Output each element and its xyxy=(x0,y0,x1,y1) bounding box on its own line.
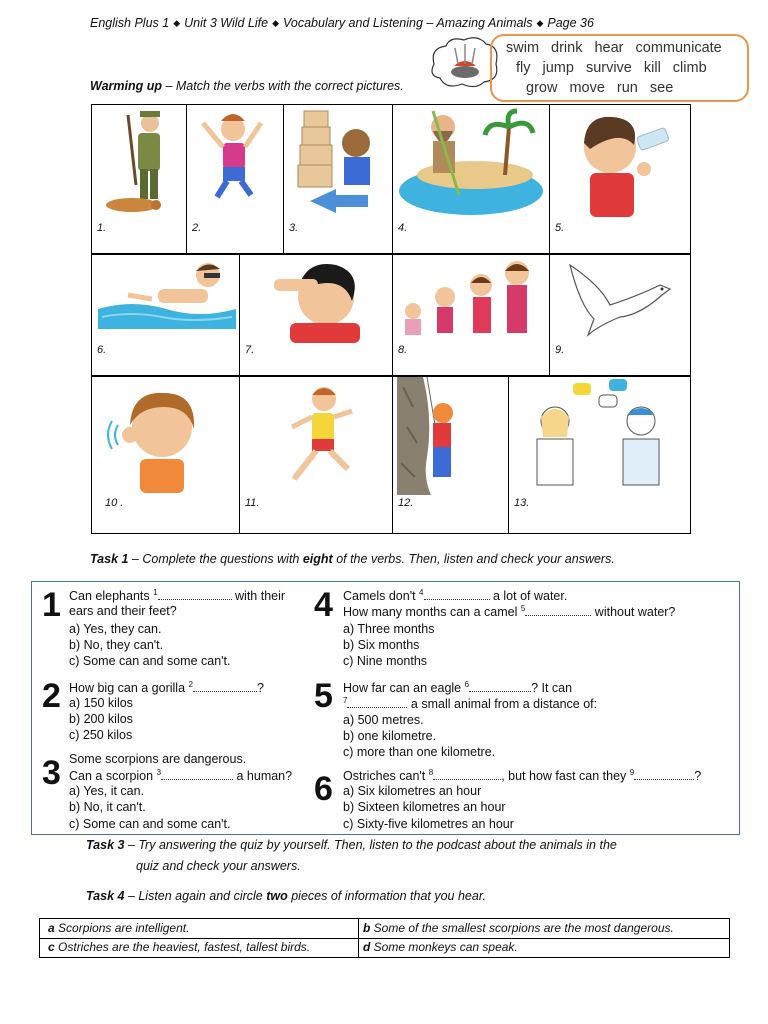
question-text: a lot of water. xyxy=(489,589,568,604)
picture-cell-5 xyxy=(549,104,691,254)
question-text: without water? xyxy=(591,605,676,620)
question-7-text xyxy=(343,696,597,711)
picture-cell-13 xyxy=(508,376,691,534)
answer-blank[interactable] xyxy=(469,691,531,692)
task-text: – Complete the questions with xyxy=(128,552,303,566)
picture-cell-3 xyxy=(283,104,393,254)
word: move xyxy=(569,80,605,96)
options-table xyxy=(39,918,730,958)
task-3-instruction-cont: quiz and check your answers. xyxy=(136,859,301,873)
word: hear xyxy=(594,40,624,56)
task-bold: eight xyxy=(302,552,333,566)
word: jump xyxy=(542,60,574,76)
option-a-cell[interactable] xyxy=(48,921,189,935)
question-number: 6 xyxy=(314,770,333,808)
option-a[interactable]: a) 150 kilos xyxy=(69,696,133,710)
picture-cell-1 xyxy=(91,104,187,254)
question-text: ? xyxy=(256,681,264,696)
gap-number: 1 xyxy=(153,588,158,597)
option-a[interactable]: a) Yes, they can. xyxy=(69,622,162,636)
picture-cell-7 xyxy=(239,254,393,376)
answer-blank[interactable] xyxy=(525,615,591,616)
picture-cell-4 xyxy=(392,104,550,254)
picture-cell-8 xyxy=(392,254,550,376)
picture-number: 13. xyxy=(514,497,530,509)
moving-boxes-picture xyxy=(284,105,392,221)
question-number: 4 xyxy=(314,586,333,624)
option-a[interactable]: a) Yes, it can. xyxy=(69,784,145,798)
question-text: with their xyxy=(231,589,286,604)
flying-bird-picture xyxy=(550,255,690,343)
picture-cell-12 xyxy=(392,376,509,534)
task-bold: two xyxy=(266,889,288,903)
picture-cell-9 xyxy=(549,254,691,376)
question-3-text xyxy=(69,768,292,783)
climbing-picture xyxy=(393,377,508,495)
gap-number: 2 xyxy=(188,680,193,689)
picture-cell-2 xyxy=(186,104,284,254)
answer-blank[interactable] xyxy=(158,599,232,600)
task-text: – Try answering the quiz by yourself. Then, listen to the podcast about the animals in the xyxy=(124,838,617,852)
question-text: Can elephants xyxy=(69,589,154,604)
gap-number: 9 xyxy=(629,768,635,777)
children-growing-picture xyxy=(393,255,549,343)
task-text: pieces of information that you hear. xyxy=(287,889,487,903)
picture-number: 9. xyxy=(555,344,565,356)
question-2-text xyxy=(69,680,264,695)
question-text: Camels don't xyxy=(343,589,420,604)
option-c[interactable]: c) more than one kilometre. xyxy=(343,745,496,759)
picture-number: 10 . xyxy=(105,497,124,509)
header-book: English Plus 1 xyxy=(90,16,170,30)
option-text: Ostriches are the heaviest, fastest, tallest birds. xyxy=(54,940,311,954)
option-text: Some monkeys can speak. xyxy=(370,940,518,954)
warming-up-instruction xyxy=(90,79,404,93)
answer-blank[interactable] xyxy=(634,779,694,780)
girl-hearing-picture xyxy=(92,377,239,495)
picture-number: 1. xyxy=(97,222,107,234)
gap-number: 4 xyxy=(419,588,424,597)
diamond-icon: ◆ xyxy=(272,18,280,28)
question-text: How many months can a camel xyxy=(343,605,521,620)
question-4-text xyxy=(343,588,567,603)
question-8-text xyxy=(343,768,701,783)
option-b[interactable]: b) one kilometre. xyxy=(343,729,437,743)
option-c[interactable]: c) Some can and some can't. xyxy=(69,654,231,668)
word: climb xyxy=(672,60,707,76)
word: fly xyxy=(516,60,531,76)
word: survive xyxy=(585,60,632,76)
task-3-instruction xyxy=(86,838,617,852)
question-number: 5 xyxy=(314,677,333,715)
question-number: 1 xyxy=(42,586,61,624)
picture-row-1 xyxy=(91,104,691,254)
question-text: Some scorpions are dangerous. xyxy=(69,752,247,766)
option-d-cell[interactable] xyxy=(363,940,518,954)
picture-number: 12. xyxy=(398,497,414,509)
question-text: How big can a gorilla xyxy=(69,681,189,696)
option-c[interactable]: c) Some can and some can't. xyxy=(69,817,231,831)
question-text: , but how fast can they xyxy=(501,769,630,784)
option-b[interactable]: b) No, it can't. xyxy=(69,800,146,814)
question-6-text xyxy=(343,680,572,695)
option-a[interactable]: a) 500 metres. xyxy=(343,713,424,727)
communicating-picture xyxy=(509,377,690,495)
picture-cell-11 xyxy=(239,376,393,534)
gap-number: 7 xyxy=(343,696,348,705)
option-letter: c xyxy=(48,940,55,954)
gap-number: 6 xyxy=(464,680,470,689)
option-text: Scorpions are intelligent. xyxy=(54,921,190,935)
picture-number: 2. xyxy=(192,222,202,234)
swimming-picture xyxy=(92,255,239,343)
picture-number: 6. xyxy=(97,344,107,356)
word: grow xyxy=(526,80,558,96)
option-letter: b xyxy=(363,921,371,935)
picture-row-2 xyxy=(91,254,691,376)
option-c-cell[interactable] xyxy=(48,940,310,954)
question-1-text xyxy=(69,588,285,603)
picture-number: 5. xyxy=(555,222,565,234)
warming-up-label: Warming up xyxy=(90,79,162,93)
warming-up-text: – Match the verbs with the correct pictures. xyxy=(162,79,404,93)
question-text: How far can an eagle xyxy=(343,681,465,696)
answer-blank[interactable] xyxy=(433,779,501,780)
option-a[interactable]: a) Six kilometres an hour xyxy=(343,784,482,798)
quiz-box xyxy=(31,581,740,835)
question-text: Ostriches can't xyxy=(343,769,429,784)
word: drink xyxy=(551,40,583,56)
option-b-cell[interactable] xyxy=(363,921,674,935)
option-c[interactable]: c) Sixty-five kilometres an hour xyxy=(343,817,514,831)
question-text: a small animal from a distance of: xyxy=(407,697,598,712)
task-4-instruction xyxy=(86,889,486,903)
word: communicate xyxy=(635,40,722,56)
word-row-2 xyxy=(516,60,719,76)
answer-blank[interactable] xyxy=(424,599,490,600)
picture-number: 8. xyxy=(398,344,408,356)
task-text: of the verbs. Then, listen and check your answers. xyxy=(332,552,615,566)
option-b[interactable]: b) Sixteen kilometres an hour xyxy=(343,800,506,814)
answer-blank[interactable] xyxy=(161,779,233,780)
option-letter: a xyxy=(48,921,55,935)
question-text: ? xyxy=(694,769,702,784)
option-letter: d xyxy=(363,940,371,954)
question-text: ears and their feet? xyxy=(69,604,177,618)
picture-number: 3. xyxy=(289,222,299,234)
page-header xyxy=(90,16,594,30)
option-b[interactable]: b) No, they can't. xyxy=(69,638,164,652)
picture-number: 7. xyxy=(245,344,255,356)
question-number: 2 xyxy=(42,677,61,715)
header-section: Vocabulary and Listening – Amazing Animals xyxy=(283,16,533,30)
picture-cell-6 xyxy=(91,254,240,376)
header-unit: Unit 3 Wild Life xyxy=(184,16,269,30)
picture-number: 4. xyxy=(398,222,408,234)
hunter-picture xyxy=(92,105,186,221)
gap-number: 5 xyxy=(520,604,526,613)
question-number: 3 xyxy=(42,754,61,792)
question-text: Can a scorpion xyxy=(69,769,157,784)
word: run xyxy=(616,80,638,96)
word: see xyxy=(649,80,674,96)
picture-cell-10 xyxy=(91,376,240,534)
gap-number: 3 xyxy=(156,768,162,777)
task-1-label: Task 1 xyxy=(90,552,129,566)
word: swim xyxy=(506,40,540,56)
gap-number: 8 xyxy=(428,768,434,777)
word: kill xyxy=(643,60,661,76)
word-box xyxy=(490,34,749,102)
castaway-island-picture xyxy=(393,105,549,221)
picture-row-3 xyxy=(91,376,691,534)
answer-blank[interactable] xyxy=(193,691,257,692)
word-row-1 xyxy=(506,40,734,56)
task-4-label: Task 4 xyxy=(86,889,125,903)
boy-looking-picture xyxy=(240,255,392,343)
question-5-text xyxy=(343,604,675,619)
answer-blank[interactable] xyxy=(347,707,407,708)
diamond-icon: ◆ xyxy=(536,18,544,28)
running-boy-picture xyxy=(240,377,392,495)
table-divider xyxy=(358,919,359,957)
picture-number: 11. xyxy=(245,497,260,509)
option-c[interactable]: c) Nine months xyxy=(343,654,428,668)
task-text: – Listen again and circle xyxy=(124,889,267,903)
jumping-boy-picture xyxy=(187,105,283,221)
diamond-icon: ◆ xyxy=(173,18,181,28)
boy-drinking-picture xyxy=(550,105,690,221)
header-page: Page 36 xyxy=(547,16,594,30)
option-text: Some of the smallest scorpions are the most dangerous. xyxy=(370,921,674,935)
option-b[interactable]: b) 200 kilos xyxy=(69,712,133,726)
question-text: ? It can xyxy=(531,681,573,696)
table-divider xyxy=(40,938,729,939)
task-1-instruction xyxy=(90,552,615,566)
option-b[interactable]: b) Six months xyxy=(343,638,420,652)
task-3-label: Task 3 xyxy=(86,838,125,852)
question-text: a human? xyxy=(233,769,293,784)
word-row-3 xyxy=(526,80,685,96)
option-a[interactable]: a) Three months xyxy=(343,622,435,636)
option-c[interactable]: c) 250 kilos xyxy=(69,728,133,742)
